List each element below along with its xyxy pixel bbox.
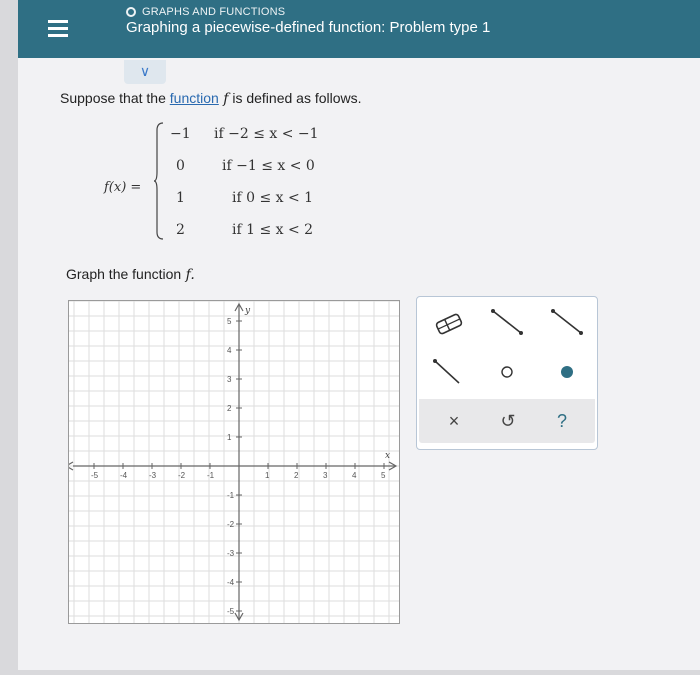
x-tick-label: -2 [178,471,186,480]
menu-icon-bar [48,34,68,37]
eraser-icon [429,309,469,339]
case-value: 0 [176,158,185,174]
x-tick-label: 2 [294,471,299,480]
coordinate-grid[interactable] [69,301,399,623]
y-axis-label: y [245,306,251,316]
graph-instruction-text: Graph the function [66,266,182,282]
left-brace [154,122,164,240]
function-link[interactable]: function [169,90,219,106]
segment-tool[interactable] [487,307,527,337]
help-button[interactable]: ? [556,411,567,431]
problem-content [18,58,700,670]
x-tick-label: -1 [207,471,215,480]
closed-point-tool[interactable] [547,357,587,387]
function-name: f. [181,267,195,283]
y-tick-label: -5 [227,607,235,616]
closed-circle-icon [547,357,587,387]
y-tick-label: 3 [227,375,232,384]
problem-title: Graphing a piecewise-defined function: Problem type 1 [126,19,491,36]
ray-tool[interactable] [547,307,587,337]
topic-category: GRAPHS AND FUNCTIONS [142,6,286,18]
problem-statement [60,90,362,107]
case-condition: if 1 ≤ x < 2 [232,222,314,238]
y-tick-label: 1 [227,433,232,442]
line-tool[interactable] [429,355,469,385]
y-tick-label: 5 [227,317,232,326]
toolbox-actions [419,399,595,443]
graph-toolbox [416,296,598,450]
y-tick-label: -1 [227,491,235,500]
undo-button[interactable]: ↺ [500,411,516,431]
graph-instruction [66,266,195,283]
graph-canvas[interactable] [68,300,400,624]
function-name: f [218,91,229,107]
x-tick-label: -3 [149,471,157,480]
open-point-tool[interactable] [487,357,527,387]
x-axis-label: x [385,451,391,461]
topic-header [126,6,285,18]
y-tick-label: -2 [227,520,235,529]
open-circle-icon [487,357,527,387]
x-tick-label: 1 [265,471,270,480]
x-tick-label: -4 [120,471,128,480]
menu-icon-bar [48,20,68,23]
prompt-after: is defined as follows. [228,90,362,106]
x-tick-label: 5 [381,471,386,480]
line-segment-icon [487,307,527,337]
prompt-before: Suppose that the [60,90,170,106]
y-tick-label: -4 [227,578,235,587]
app-header [18,0,700,58]
ray-icon [547,307,587,337]
case-value: 2 [176,222,185,238]
collapse-toggle[interactable] [124,60,166,84]
y-tick-label: 2 [227,404,232,413]
y-tick-label: -3 [227,549,235,558]
segment-icon [429,355,469,385]
case-condition: if −1 ≤ x < 0 [222,158,315,174]
function-lhs: f(x) = [104,180,142,195]
chevron-down-icon: ∨ [139,63,151,79]
case-condition: if 0 ≤ x < 1 [232,190,314,206]
clear-button[interactable]: × [448,411,460,431]
progress-circle-icon [126,7,136,17]
case-value: 1 [176,190,185,206]
x-tick-label: 3 [323,471,328,480]
menu-button[interactable] [34,8,80,48]
menu-icon-bar [48,27,68,30]
x-tick-label: -5 [91,471,99,480]
case-value: −1 [170,126,191,142]
y-tick-label: 4 [227,346,232,355]
eraser-tool[interactable] [429,309,469,339]
x-tick-label: 4 [352,471,357,480]
case-condition: if −2 ≤ x < −1 [214,126,319,142]
